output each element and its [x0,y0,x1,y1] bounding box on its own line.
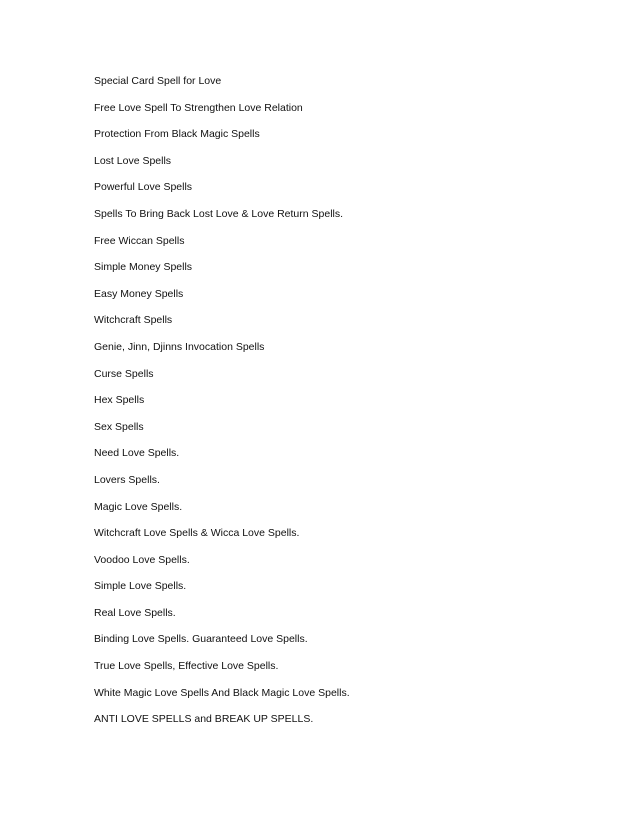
list-item: Witchcraft Spells [94,314,173,327]
list-item: Voodoo Love Spells. [94,553,190,566]
list-item: Simple Love Spells. [94,580,187,593]
list-item: Binding Love Spells. Guaranteed Love Spells. [94,633,308,646]
list-item: Genie, Jinn, Djinns Invocation Spells [94,340,265,353]
list-item: Magic Love Spells. [94,500,183,513]
list-item: Protection From Black Magic Spells [94,128,260,141]
list-item: Need Love Spells. [94,447,180,460]
list-item: Curse Spells [94,367,154,380]
list-item: Lovers Spells. [94,473,160,486]
list-item: Easy Money Spells [94,287,184,300]
list-item: Free Love Spell To Strengthen Love Relation [94,101,303,114]
list-item: Simple Money Spells [94,261,193,274]
list-item: Powerful Love Spells [94,181,193,194]
list-item: Lost Love Spells [94,154,172,167]
list-item: Real Love Spells. [94,606,176,619]
list-item: ANTI LOVE SPELLS and BREAK UP SPELLS. [94,713,314,726]
list-item: Free Wiccan Spells [94,234,185,247]
list-item: Hex Spells [94,394,145,407]
list-item: Special Card Spell for Love [94,75,222,87]
list-item: Witchcraft Love Spells & Wicca Love Spells. [94,527,300,540]
spell-list [94,74,614,739]
list-item: Sex Spells [94,420,144,433]
list-item: Spells To Bring Back Lost Love & Love Return Spells. [94,207,344,220]
list-item: White Magic Love Spells And Black Magic Love Spells. [94,686,350,699]
list-item: True Love Spells, Effective Love Spells. [94,660,279,673]
